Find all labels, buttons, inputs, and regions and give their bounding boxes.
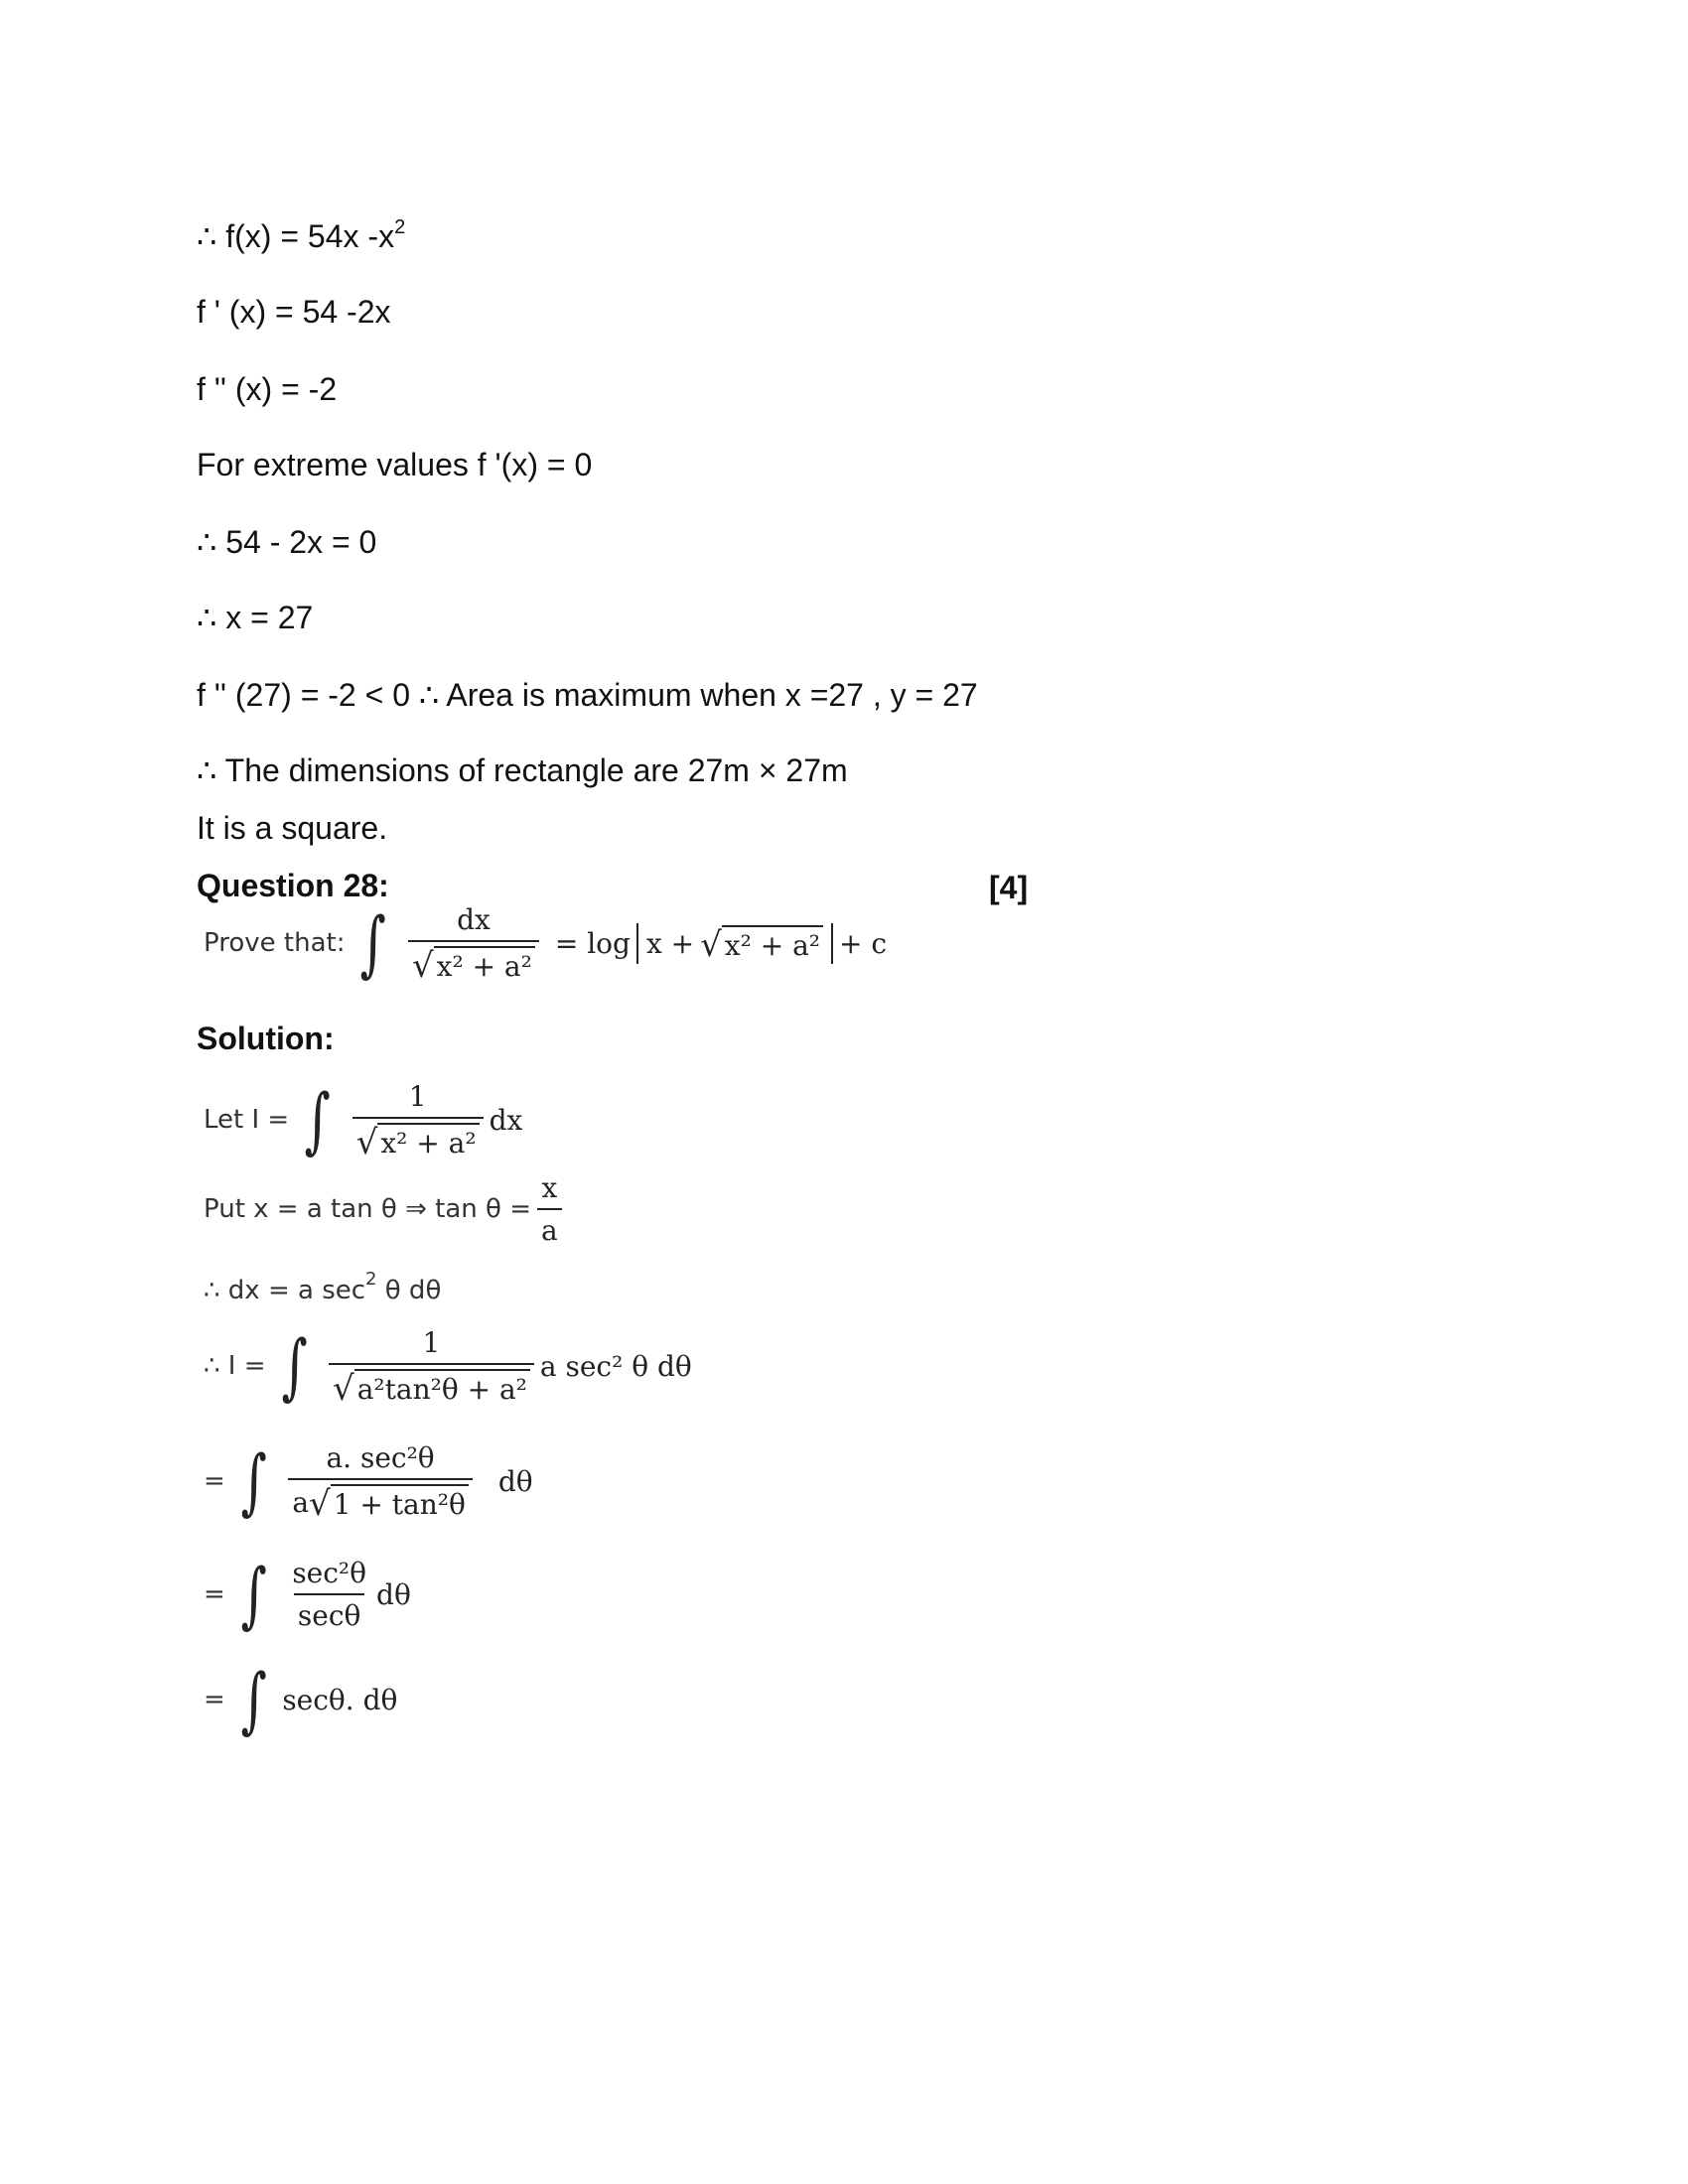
integral-sign-icon: ∫ <box>360 901 387 985</box>
question-marks: [4] <box>989 870 1029 905</box>
radicand: x² + a² <box>722 925 823 962</box>
denominator <box>408 940 539 986</box>
step-text: ∴ dx = a sec <box>204 1276 366 1305</box>
radicand: 1 + tan²θ <box>331 1484 469 1521</box>
integral-sign-icon: ∫ <box>240 1553 267 1636</box>
sqrt-icon: √ <box>309 1484 331 1524</box>
radicand: x² + a² <box>377 1123 479 1160</box>
integral-sign-icon: ∫ <box>304 1078 332 1161</box>
numerator: 1 <box>408 1080 427 1113</box>
numerator: dx <box>457 903 491 936</box>
radicand: a²tan²θ + a² <box>354 1369 530 1406</box>
integrand-fraction <box>408 903 539 986</box>
exponent: 2 <box>394 216 406 238</box>
integral-sign-icon: ∫ <box>281 1324 308 1408</box>
denominator: secθ <box>294 1593 364 1632</box>
sqrt-icon: √ <box>411 946 434 986</box>
equals: = <box>204 1579 225 1609</box>
radicand: x² + a² <box>434 946 535 983</box>
step-first-derivative: f ' (x) = 54 -2x <box>197 294 391 330</box>
differential: dx <box>489 1103 523 1137</box>
numerator: 1 <box>422 1326 441 1359</box>
abs-root <box>700 924 823 965</box>
question-title: Question 28: <box>197 868 389 903</box>
solution-step-let <box>204 1080 522 1160</box>
integrand: secθ. dθ <box>282 1683 398 1716</box>
integral-sign-icon: ∫ <box>240 1439 267 1523</box>
step-text: ∴ f(x) = 54x -x <box>197 218 395 254</box>
abs-term: x + <box>645 926 695 960</box>
exponent: 2 <box>365 1269 377 1290</box>
solution-step-simplify-2 <box>204 1553 411 1636</box>
fraction <box>537 1171 562 1247</box>
step-extreme-condition: For extreme values f '(x) = 0 <box>197 447 593 482</box>
step-second-derivative: f '' (x) = -2 <box>197 371 338 407</box>
differential: dθ <box>376 1577 411 1611</box>
fraction <box>288 1441 473 1524</box>
solution-step-simplify-1 <box>204 1439 533 1524</box>
solution-step-i-substituted <box>204 1324 692 1409</box>
step-x-value: ∴ x = 27 <box>197 600 314 635</box>
sqrt-icon: √ <box>333 1369 354 1409</box>
differential: dθ <box>497 1464 533 1498</box>
question-statement <box>204 901 888 986</box>
absolute-value <box>636 923 833 964</box>
solution-step-substitution <box>204 1171 568 1247</box>
prove-label: Prove that: <box>204 928 346 958</box>
step-maximum-check: f '' (27) = -2 < 0 ∴ Area is maximum when x =27 , y = 27 <box>197 677 978 713</box>
constant: + c <box>839 926 888 960</box>
denominator <box>288 1478 473 1524</box>
denominator: a <box>537 1208 562 1247</box>
multiplier: a sec² θ dθ <box>539 1349 692 1383</box>
step-f-of-x <box>197 216 406 254</box>
numerator: sec²θ <box>292 1557 367 1589</box>
fraction <box>288 1557 370 1632</box>
rhs-equals-log: = log <box>554 926 631 960</box>
equals: = <box>204 1685 225 1714</box>
fraction <box>352 1080 484 1160</box>
step-label: ∴ I = <box>204 1351 266 1381</box>
coefficient: a <box>292 1486 310 1519</box>
step-text-end: θ dθ <box>376 1276 442 1305</box>
sqrt-icon: √ <box>355 1123 378 1162</box>
numerator: a. sec²θ <box>326 1441 435 1474</box>
step-conclusion: It is a square. <box>197 810 388 846</box>
root <box>309 1484 469 1524</box>
integral-sign-icon: ∫ <box>240 1658 267 1741</box>
solution-title: Solution: <box>197 1021 335 1056</box>
step-text: Put x = a tan θ ⇒ tan θ = <box>204 1194 531 1224</box>
denominator <box>329 1363 534 1409</box>
solution-step-result <box>204 1658 398 1741</box>
equals: = <box>204 1466 225 1496</box>
sqrt-icon: √ <box>700 924 722 965</box>
numerator: x <box>541 1171 558 1204</box>
solution-step-dx <box>204 1269 442 1305</box>
denominator <box>352 1117 484 1160</box>
fraction <box>329 1326 534 1409</box>
step-dimensions: ∴ The dimensions of rectangle are 27m × 27m <box>197 752 848 788</box>
step-equation: ∴ 54 - 2x = 0 <box>197 524 377 560</box>
step-label: Let I = <box>204 1105 290 1135</box>
